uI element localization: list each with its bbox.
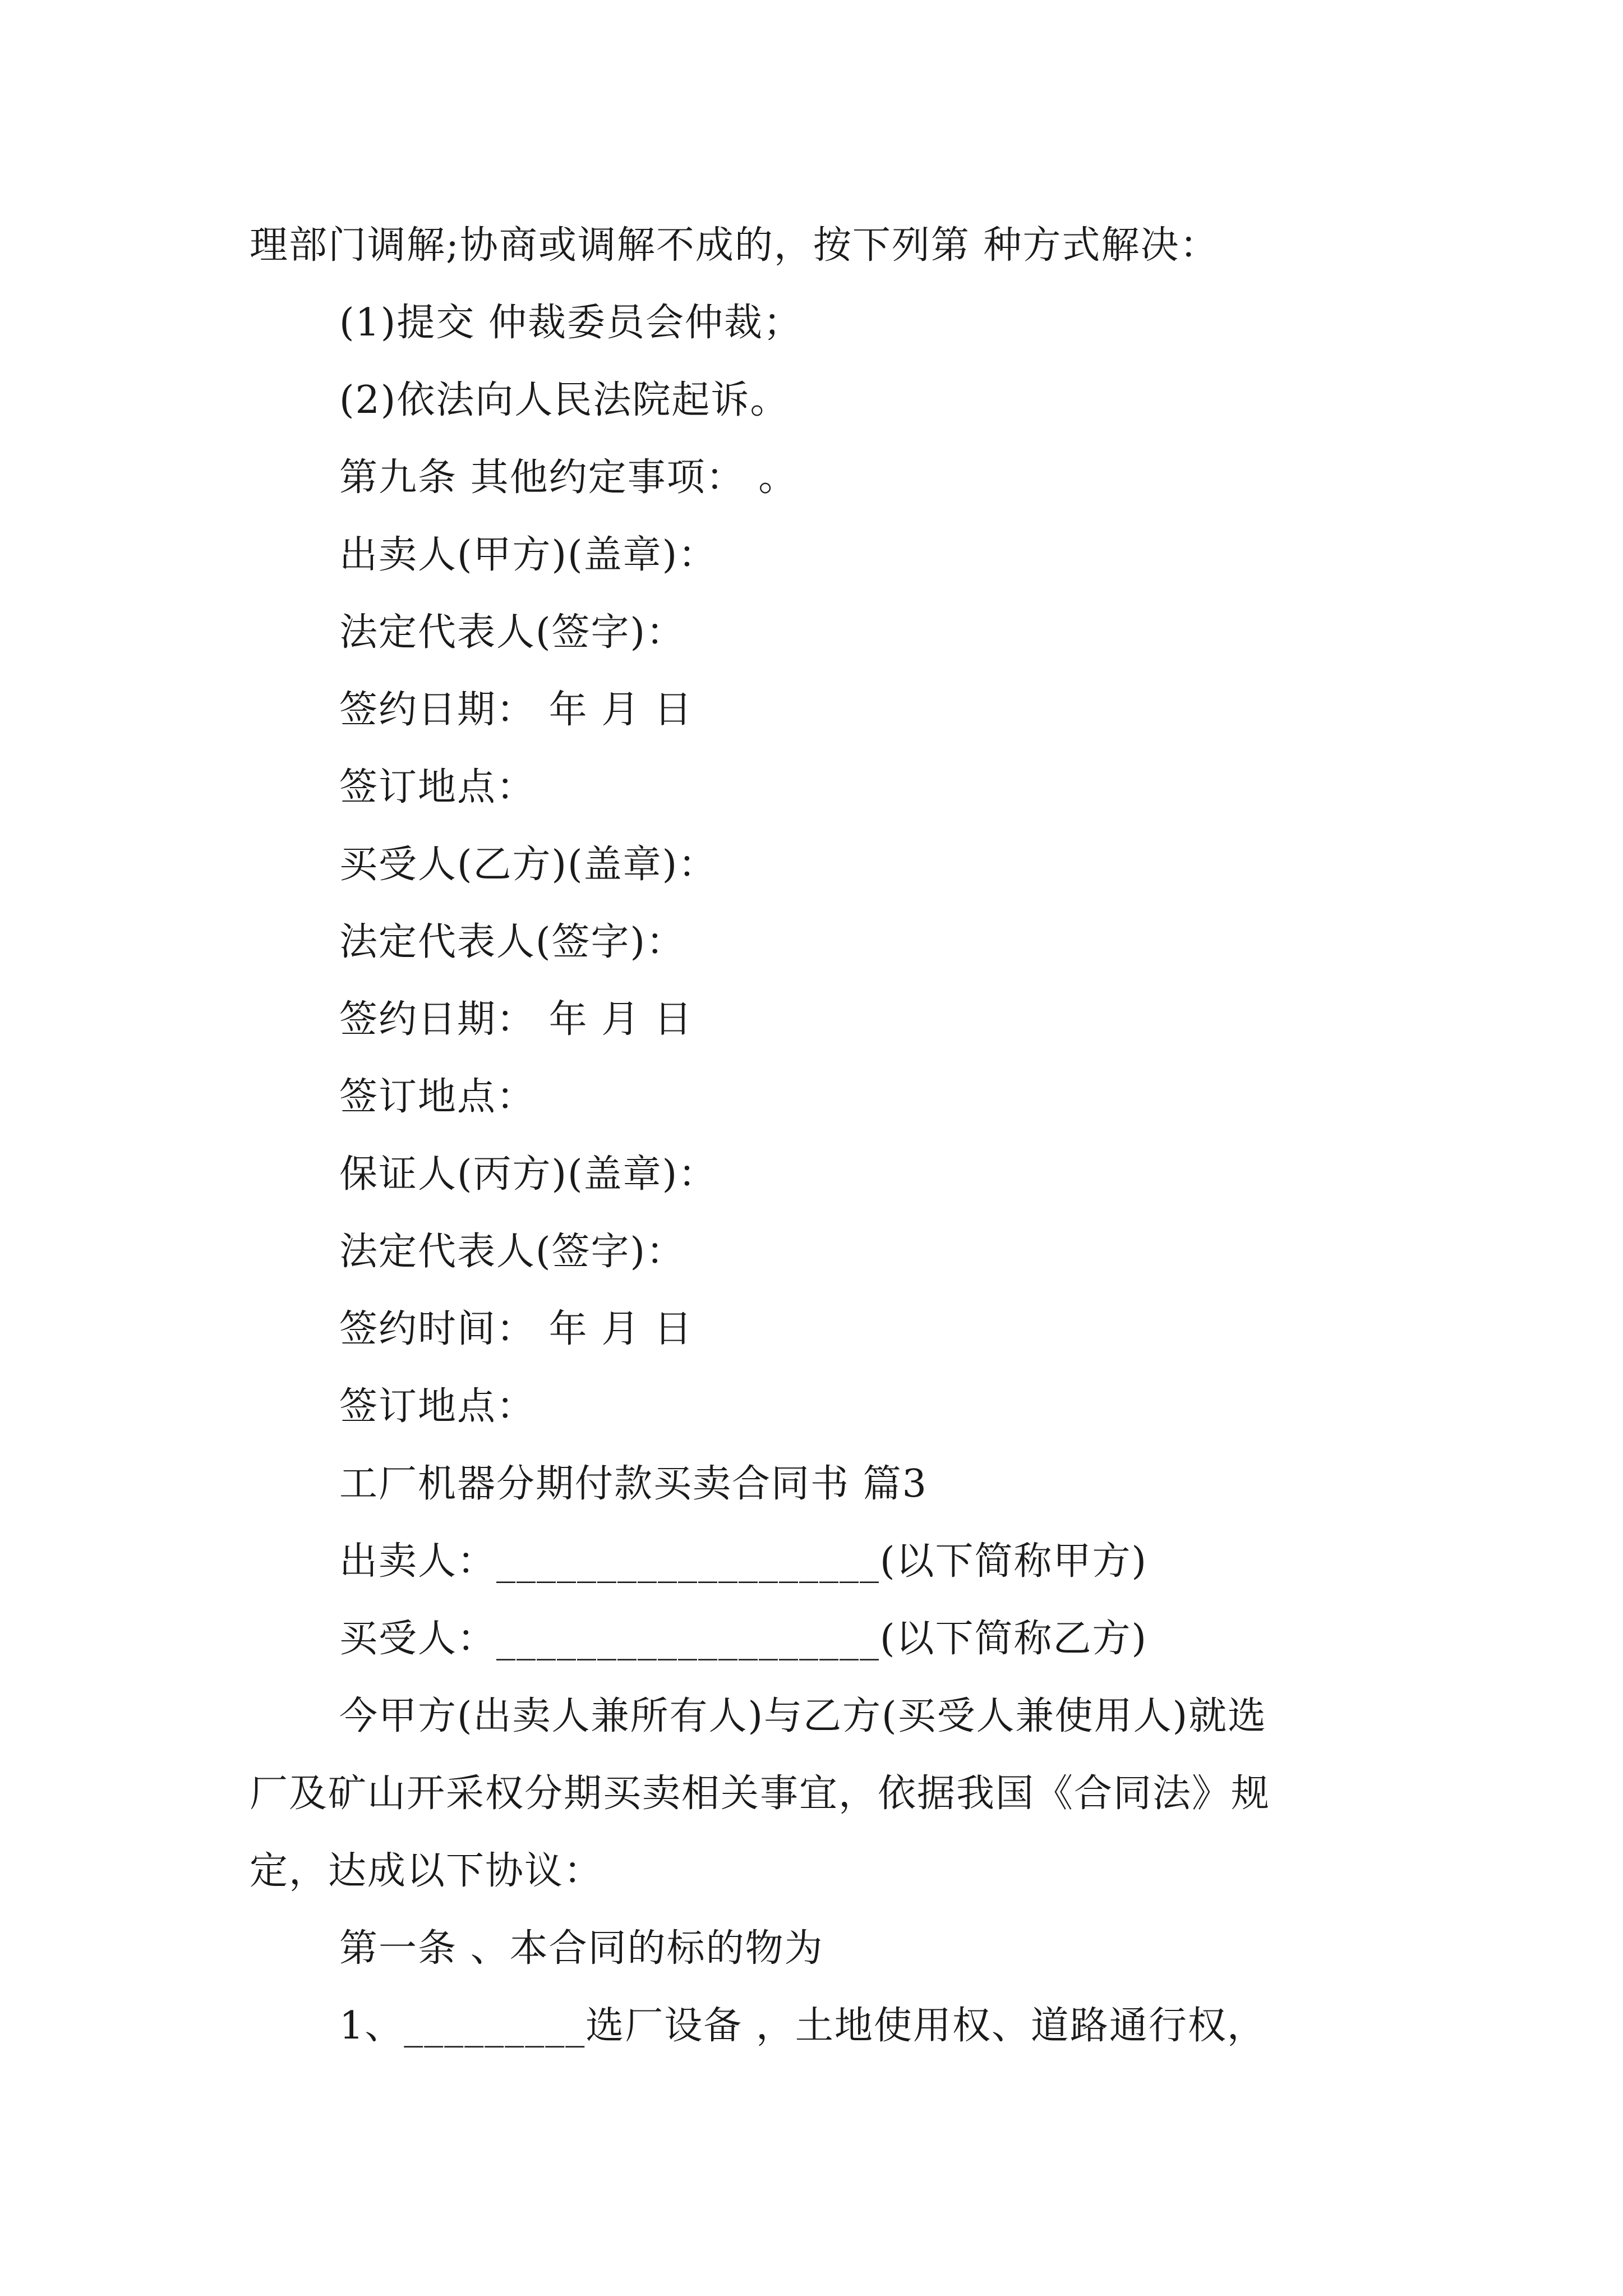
paragraph-line: (1)提交 仲裁委员会仲裁； xyxy=(339,301,803,345)
signature-field: 签订地点： xyxy=(339,1075,536,1119)
signature-field: 出卖人(甲方)(盖章)： xyxy=(339,533,718,577)
paragraph-line: 理部门调解;协商或调解不成的，按下列第 种方式解决： xyxy=(250,223,1219,268)
signature-field: 保证人(丙方)(盖章)： xyxy=(339,1152,718,1197)
paragraph-line: 今甲方(出卖人兼所有人)与乙方(买受人兼使用人)就选 xyxy=(339,1694,1267,1738)
article-heading: 第一条 、本合同的标的物为 xyxy=(339,1926,824,1971)
signature-field: 签订地点： xyxy=(339,1384,536,1429)
signature-field: 签约日期： 年 月 日 xyxy=(339,688,693,732)
paragraph-line: 定，达成以下协议： xyxy=(250,1849,603,1893)
signature-field: 法定代表人(签字)： xyxy=(339,1230,686,1274)
signature-field: 法定代表人(签字)： xyxy=(339,920,686,964)
paragraph-line: 1、_________选厂设备 ，土地使用权、道路通行权， xyxy=(339,2004,1266,2048)
section-title: 工厂机器分期付款买卖合同书 篇3 xyxy=(339,1462,928,1506)
signature-field: 签约日期： 年 月 日 xyxy=(339,997,693,1042)
party-line: 买受人：___________________(以下简称乙方) xyxy=(339,1617,1148,1661)
party-line: 出卖人：___________________(以下简称甲方) xyxy=(339,1539,1148,1584)
article-heading: 第九条 其他约定事项： 。 xyxy=(339,455,798,500)
paragraph-line: (2)依法向人民法院起诉。 xyxy=(339,378,790,422)
signature-field: 法定代表人(签字)： xyxy=(339,610,686,655)
signature-field: 买受人(乙方)(盖章)： xyxy=(339,843,718,887)
paragraph-line: 厂及矿山开采权分期买卖相关事宜，依据我国《合同法》规 xyxy=(250,1772,1271,1816)
signature-field: 签约时间： 年 月 日 xyxy=(339,1307,693,1351)
signature-field: 签订地点： xyxy=(339,765,536,809)
